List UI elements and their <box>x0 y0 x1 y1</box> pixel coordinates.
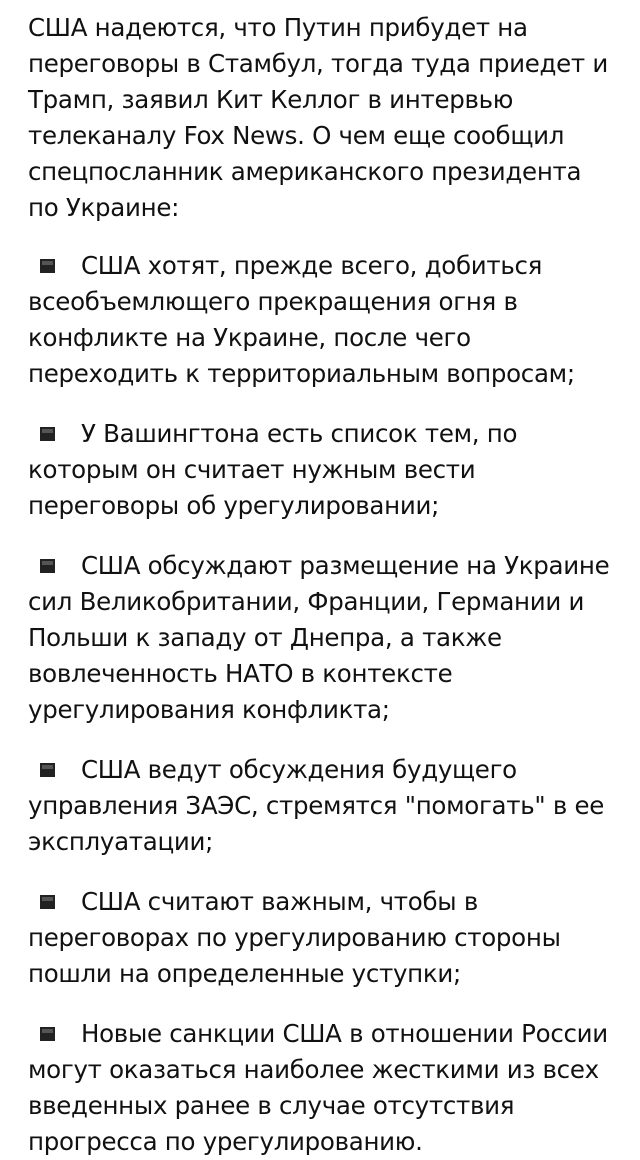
list-item-text: Новые санкции США в отношении России могут оказаться наиболее жесткими из всех введенных ранее в случае отсутствия прогресса по урегулированию. <box>28 1019 608 1156</box>
list-item <box>28 416 612 524</box>
list-item <box>28 752 612 860</box>
list-item <box>28 884 612 992</box>
article-intro: США надеются, что Путин прибудет на переговоры в Стамбул, тогда туда приедет и Трамп, заявил Кит Келлог в интервью телеканалу Fox News. О чем еще сообщил спецпосланник американского президента по Украине: <box>28 13 608 222</box>
black-square-icon <box>40 559 55 573</box>
list-item <box>28 248 612 392</box>
black-square-icon <box>40 763 55 777</box>
black-square-icon <box>40 427 55 441</box>
black-square-icon <box>40 895 55 909</box>
black-square-icon <box>40 259 55 273</box>
list-item <box>28 548 612 728</box>
list-item-text: США обсуждают размещение на Украине сил Великобритании, Франции, Германии и Польши к западу от Днепра, а также вовлеченность НАТО в контексте урегулирования конфликта; <box>28 551 610 724</box>
list-item <box>28 1016 612 1160</box>
list-item-text: США считают важным, чтобы в переговорах по урегулированию стороны пошли на определенные уступки; <box>28 887 561 988</box>
list-item-text: США ведут обсуждения будущего управления ЗАЭС, стремятся "помогать" в ее эксплуатации; <box>28 755 605 856</box>
list-item-text: США хотят, прежде всего, добиться всеобъемлющего прекращения огня в конфликте на Украине, после чего переходить к территориальным вопросам; <box>28 251 575 388</box>
bullet-list <box>28 248 612 1160</box>
black-square-icon <box>40 1027 55 1041</box>
list-item-text: У Вашингтона есть список тем, по которым он считает нужным вести переговоры об урегулировании; <box>28 419 518 520</box>
